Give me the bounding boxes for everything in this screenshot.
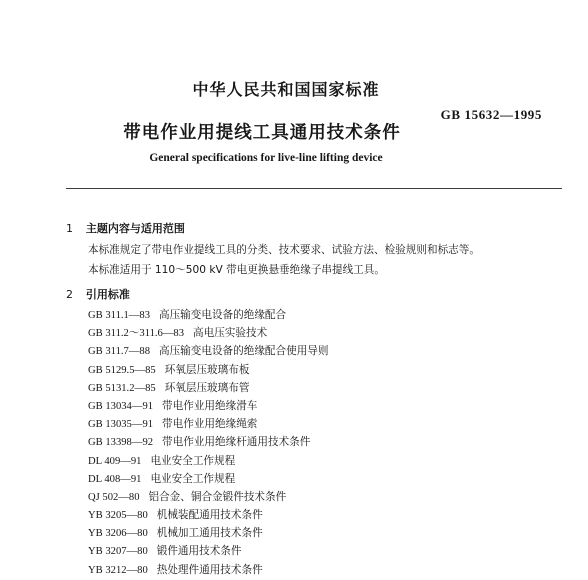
reference-title: 机械装配通用技术条件 (156, 509, 263, 522)
section-heading-2 (66, 286, 130, 302)
reference-title: 锻件通用技术条件 (156, 545, 242, 558)
section-heading-1 (66, 220, 185, 236)
document-title-cn: 带电作业用提线工具通用技术条件 (123, 123, 401, 143)
referenced-standards-list (88, 306, 329, 579)
section-title: 主题内容与适用范围 (85, 222, 185, 235)
document-title-en: General specifications for live-line lifting device (149, 152, 383, 164)
reference-title: 高压输变电设备的绝缘配合使用导则 (159, 345, 329, 358)
reference-code: GB 13398—92 (88, 437, 154, 449)
list-item (88, 306, 329, 324)
reference-title: 热处理件通用技术条件 (156, 563, 263, 576)
list-item (88, 506, 329, 524)
applicability-paragraph: 本标准适用于 110～500 kV 带电更换悬垂绝缘子串提线工具。 (88, 264, 385, 276)
reference-title: 铝合金、铜合金锻件技术条件 (148, 490, 287, 503)
list-item (88, 415, 329, 433)
reference-code: GB 5129.5—85 (88, 364, 156, 376)
reference-title: 带电作业用绝缘绳索 (162, 418, 258, 431)
list-item (88, 342, 329, 360)
reference-title: 带电作业用绝缘杆通用技术条件 (162, 436, 311, 449)
reference-code: DL 409—91 (88, 455, 142, 467)
section-title: 引用标准 (85, 288, 130, 301)
reference-code: QJ 502—80 (88, 491, 140, 503)
reference-code: GB 311.1—83 (88, 310, 150, 321)
section-number: 1 (66, 222, 73, 235)
reference-code: YB 3207—80 (88, 546, 148, 558)
reference-code: DL 408—91 (88, 473, 142, 485)
reference-code: GB 13034—91 (88, 400, 154, 412)
scope-paragraph: 本标准规定了带电作业提线工具的分类、技术要求、试验方法、检验规则和标志等。 (88, 244, 480, 256)
list-item (88, 433, 329, 451)
reference-code: GB 311.7—88 (88, 346, 150, 358)
reference-code: YB 3206—80 (88, 528, 148, 540)
reference-code: GB 311.2～311.6—83 (88, 328, 185, 340)
list-item (88, 452, 329, 470)
reference-title: 电业安全工作规程 (150, 454, 236, 467)
list-item (88, 542, 329, 560)
reference-code: GB 13035—91 (88, 419, 154, 431)
list-item (88, 561, 329, 579)
list-item (88, 361, 329, 379)
list-item (88, 379, 329, 397)
reference-code: YB 3212—80 (88, 564, 148, 576)
section-number: 2 (66, 288, 73, 301)
standard-code: GB 15632—1995 (440, 107, 542, 122)
list-item (88, 324, 329, 342)
list-item (88, 524, 329, 542)
reference-title: 环氧层压玻璃布管 (164, 381, 250, 394)
national-standard-heading: 中华人民共和国国家标准 (192, 80, 380, 99)
reference-code: YB 3205—80 (88, 510, 148, 522)
reference-title: 电业安全工作规程 (150, 472, 236, 485)
reference-code: GB 5131.2—85 (88, 382, 156, 394)
list-item (88, 397, 329, 415)
list-item (88, 470, 329, 488)
reference-title: 高压输变电设备的绝缘配合 (159, 309, 287, 321)
reference-title: 环氧层压玻璃布板 (164, 363, 250, 376)
reference-title: 高电压实验技术 (193, 327, 268, 340)
reference-title: 带电作业用绝缘滑车 (162, 399, 258, 412)
header-divider (66, 188, 562, 189)
reference-title: 机械加工通用技术条件 (156, 527, 263, 540)
list-item (88, 488, 329, 506)
